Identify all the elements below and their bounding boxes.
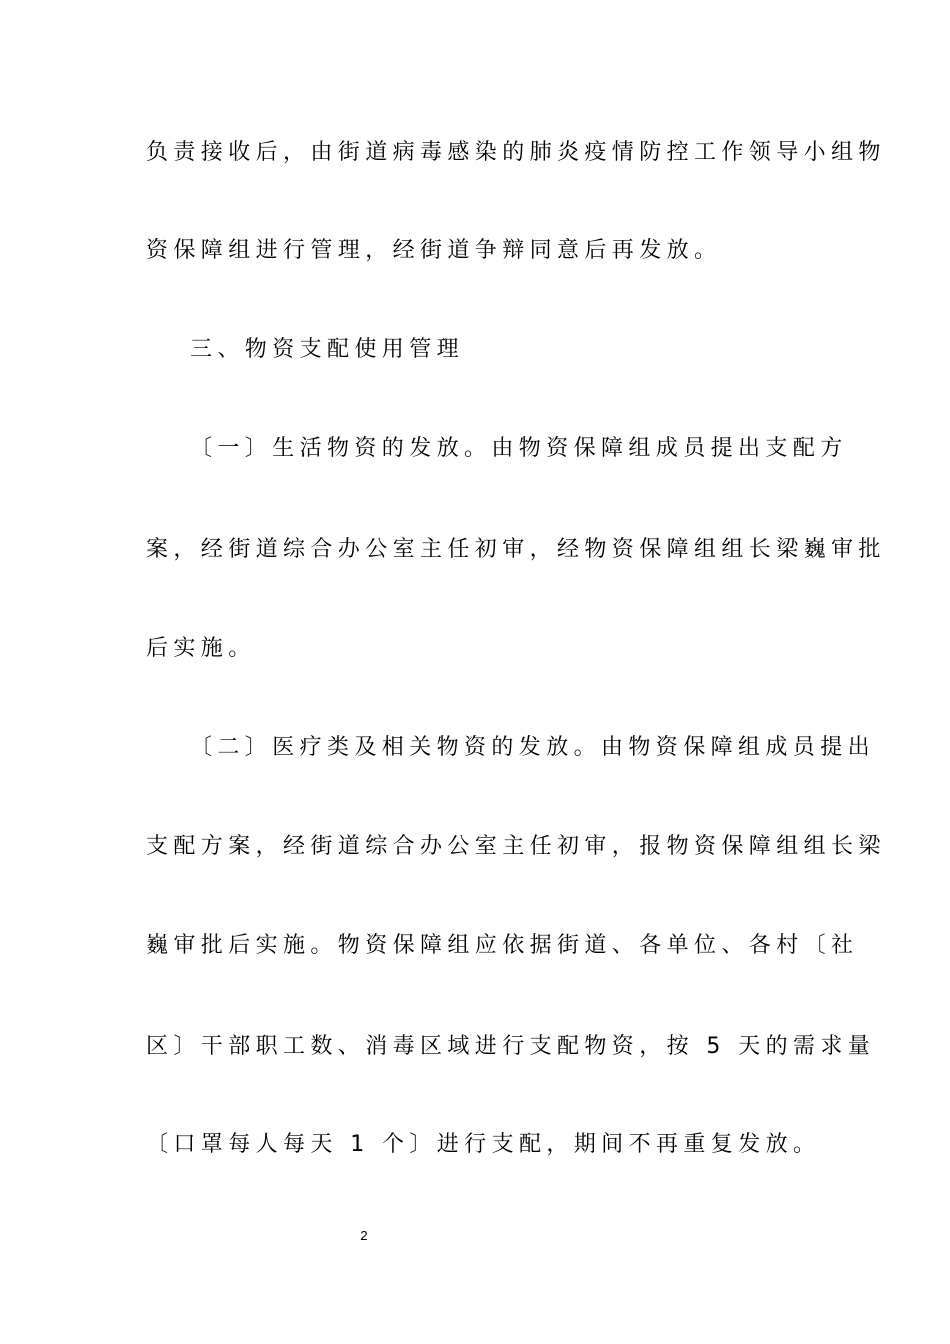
paragraph-line-6: 后实施。 (146, 636, 256, 661)
section-heading: 三、物资支配使用管理 (190, 337, 465, 362)
paragraph-line-9: 巍审批后实施。物资保障组应依据街道、各单位、各村〔社 (146, 933, 859, 958)
page-number: 2 (360, 1228, 368, 1243)
paragraph-line-7: 〔二〕医疗类及相关物资的发放。由物资保障组成员提出 (190, 735, 876, 760)
paragraph-line-5: 案，经街道综合办公室主任初审，经物资保障组组长梁巍审批 (146, 537, 886, 562)
paragraph-line-4: 〔一〕生活物资的发放。由物资保障组成员提出支配方 (190, 436, 848, 461)
paragraph-line-8: 支配方案，经街道综合办公室主任初审，报物资保障组组长梁 (146, 834, 886, 859)
paragraph-line-10: 区〕干部职工数、消毒区域进行支配物资，按 5 天的需求量 (146, 1034, 876, 1059)
paragraph-line-11: 〔口罩每人每天 1 个〕进行支配，期间不再重复发放。 (146, 1132, 821, 1157)
paragraph-line-1: 负责接收后，由街道病毒感染的肺炎疫情防控工作领导小组物 (146, 140, 886, 165)
paragraph-line-2: 资保障组进行管理，经街道争辩同意后再发放。 (146, 238, 722, 263)
